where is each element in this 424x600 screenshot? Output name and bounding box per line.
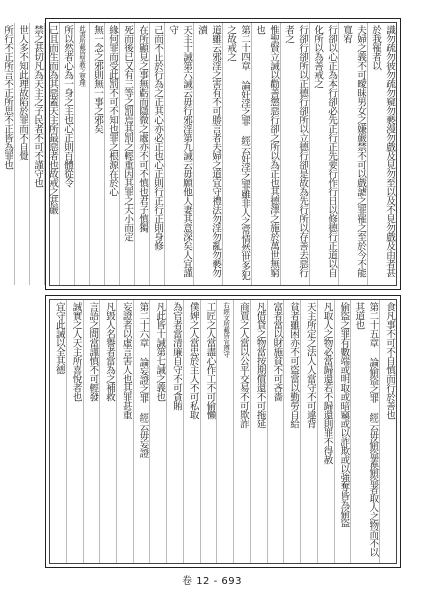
text-column: 行卻行卻所以正德行卻所以立德行卻是故為先行所以存善去惡行者之 [280,23,309,285]
text-column: 世人多不知此理故陷於罪而不自覺 [14,23,29,285]
text-column: 己而不止於行為之正其心亦必正也心正則行正行正則身修 [149,23,164,285]
text-column: 凡此皆十誡第七誡之義也 [149,300,166,563]
text-column: 富者當以財施貧不可吝嗇 [267,300,284,563]
text-column: 緣何罪而受此罰不可不知也罪之根源在於心 [104,23,119,285]
upper-text-panel [2,18,401,290]
text-column: 夫婦之義不可曖昧男女之嫌嚴禁不可以戲謔之罪罹之至於今不能寬宥 [338,23,367,285]
text-column: 禁之甚切凡為天主之子民者不可不謹守也 [29,23,44,285]
text-column: 工匠之人當盡心作工不可偷懶 [200,300,217,563]
text-column: 在所顯見之事無虧而隱微之處亦不可不慎也君子慎獨 [134,23,149,285]
text-column: 識勿疏勿彼勿疏勿窺勿褻漫勿戲及見勿至以及不見勿戲及由者甚於我罹者以 [367,23,396,285]
text-column: 死而後已又有三等之罰焉其罰之輕重因其罪之大小而定 [119,23,134,285]
text-column: 宜守此誡以全其德 [53,302,65,374]
text-column: 第二十六章 論妄證之罪 經云毋妄證 [133,300,150,563]
text-column: 己且而生而為其惡蓋天主所最惡者也故戒之甚嚴 [44,23,59,285]
annotation-column: 右經文所載皆宜遵守 [216,300,233,563]
text-column: 所行不正所言不正所思不正皆為罪也 [0,23,14,285]
text-column: 凡毀人名譽者當為之補救 [99,300,116,563]
text-column: 天主所定之法人人當守不可違背 [300,300,317,563]
text-column: 所以然者心為一身之主也心正則百體從令 [59,23,74,285]
lower-text-panel [45,295,401,568]
text-column: 惟聖賢立誡以勸善懲惡行卻之所以為正也其德澤之施於萬世無窮也 [251,23,280,285]
page-number-label: 卷 12 - 693 [182,576,242,587]
text-column: 凡取人之物必當歸還若不歸還則罪不得赦 [317,300,334,563]
annotation-column: 此書所載皆聖教之要理 [74,23,89,285]
text-column: 偷盜之罪有數端或明取或暗竊或以詐欺或以強奪皆為偷盜 [334,300,351,563]
text-column: 妄證者以虛言害人也其罪甚重 [116,300,133,563]
text-column: 無一念之邪則無一事之邪矣 [89,23,104,285]
upper-columns [2,23,396,285]
text-column: 言語之間當謹慎不可輕發 [83,300,100,563]
text-column: 商賈之人當以公平交易不可欺詐 [233,300,250,563]
text-column: 貧者雖困亦不可盜當以勤勞自給 [283,300,300,563]
text-column: 行卻以心正為本行卻必先正行正先要行作行日以修德行正道以自化所以為善戒之 [309,23,338,285]
text-column: 凡借貸之物當按期償還不可拖延 [250,300,267,563]
text-column: 誠實之人天主所喜悅者也 [66,300,83,563]
lower-columns [50,300,396,563]
text-column: 食凡事不可不自慎而行於善也 [379,300,396,563]
text-column: 天主十誡第六誡云毋行邪淫第九誡云毋願他人妻其意深矣人宜謹守 [164,23,193,285]
text-column: 第二十四章 論奸淫之罪 經云奸淫之罪雖非人之常情然世多犯之故戒之 [222,23,251,285]
text-column: 僕婢之人當忠於主人不可私取 [183,300,200,563]
text-column: 道雖云邪淫之害有不可勝言者夫婦之道宜守禮法勿淫勿亂勿褻勿瀆 [193,23,222,285]
text-column: 為官者當清廉自守不可貪賄 [166,300,183,563]
text-column: 第二十五章 論偷盜之罪 經云毋偷盜蓋偷盜者取人之物而不以其道也 [350,300,379,563]
